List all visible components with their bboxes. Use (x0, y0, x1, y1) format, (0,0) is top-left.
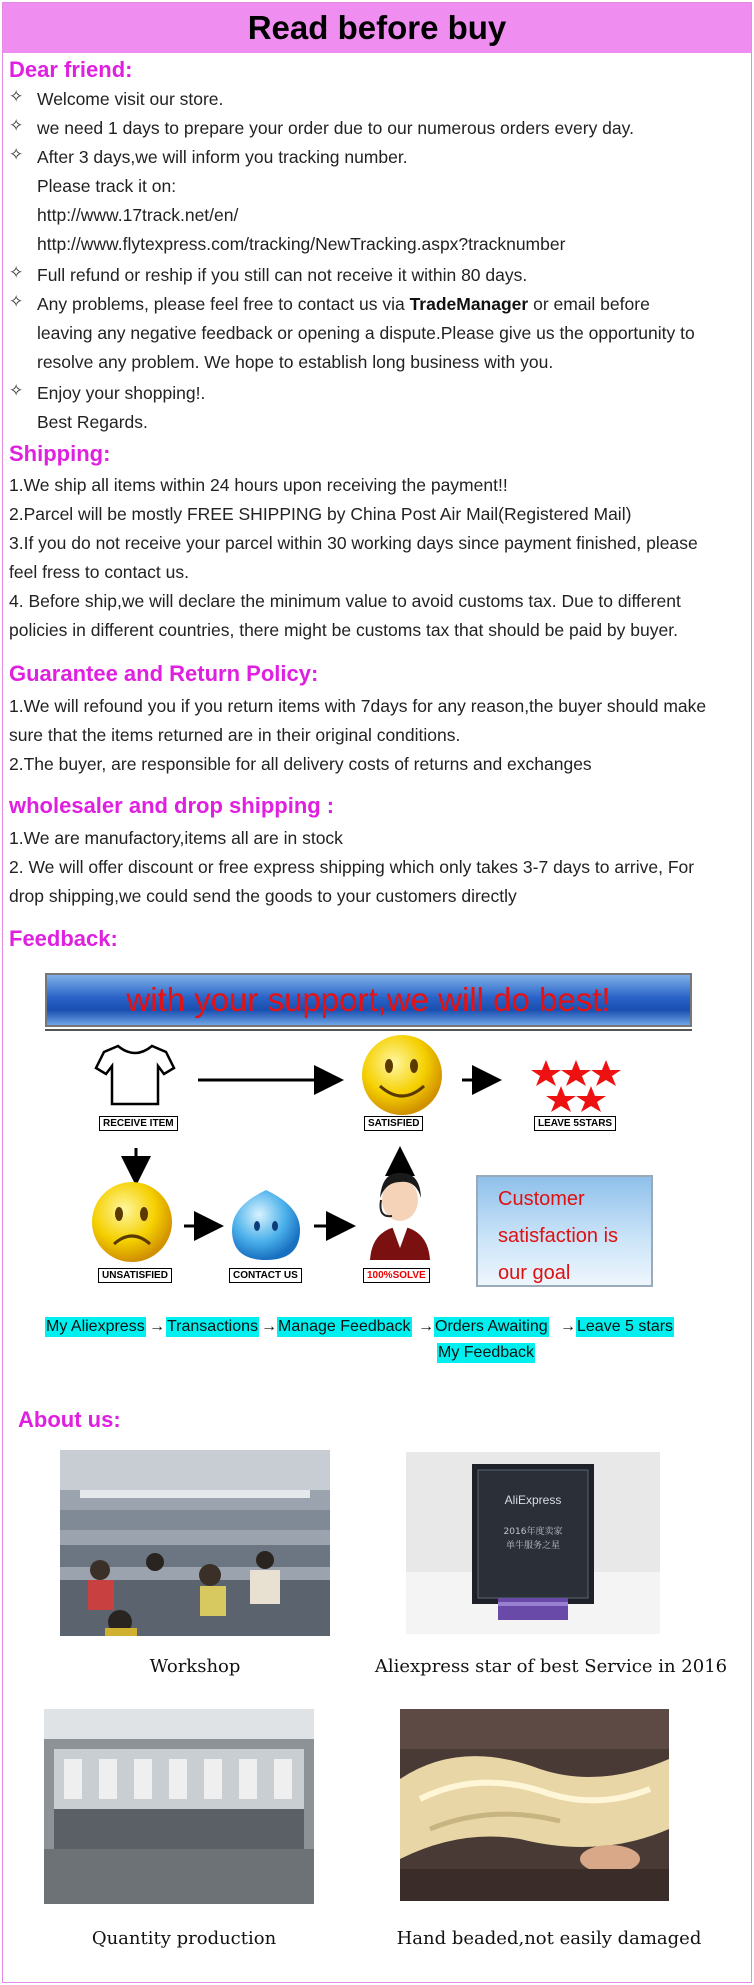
leave-5stars-label: LEAVE 5STARS (534, 1116, 616, 1131)
path-my-aliexpress[interactable]: My Aliexpress (46, 1318, 145, 1335)
wholesale-line: 1.We are manufactory,items all are in stock (9, 828, 343, 848)
path-orders-awaiting[interactable]: Orders Awaiting (435, 1318, 548, 1335)
receive-item-label: RECEIVE ITEM (99, 1116, 178, 1131)
beading-photo (400, 1709, 669, 1901)
shipping-line: 4. Before ship,we will declare the minimum value to avoid customs tax. Due to different (9, 591, 681, 611)
bullet-icon: ✧ (9, 381, 24, 400)
dear-line: Full refund or reship if you still can not receive it within 80 days. (37, 265, 528, 285)
dear-line: we need 1 days to prepare your order due to our numerous orders every day. (37, 118, 634, 138)
about-us-title: About us: (18, 1407, 121, 1432)
bullet-icon: ✧ (9, 145, 24, 164)
dear-line: After 3 days,we will inform you tracking number. (37, 147, 408, 167)
award-caption: Aliexpress star of best Service in 2016 (374, 1656, 728, 1677)
path-leave-5-stars[interactable]: Leave 5 stars (577, 1318, 674, 1335)
wholesale-title: wholesaler and drop shipping : (9, 793, 335, 818)
dear-line: leaving any negative feedback or opening a dispute.Please give us the opportunity to (37, 323, 695, 343)
production-photo (44, 1709, 314, 1904)
dear-line: resolve any problem. We hope to establish long business with you. (37, 352, 554, 372)
shipping-line: 1.We ship all items within 24 hours upon receiving the payment!! (9, 475, 508, 495)
satisfied-label: SATISFIED (364, 1116, 423, 1131)
svg-text:2016年度卖家: 2016年度卖家 (503, 1527, 563, 1537)
dear-line-contact: Any problems, please feel free to contact us via TradeManager or email before (37, 294, 650, 314)
path-arrow: → (418, 1318, 434, 1335)
contact-bubble-icon (232, 1190, 300, 1260)
tshirt-icon (96, 1046, 174, 1104)
shipping-title: Shipping: (9, 441, 111, 466)
shipping-line: feel fress to contact us. (9, 562, 189, 582)
bullet-icon: ✧ (9, 87, 24, 106)
workshop-photo (60, 1450, 330, 1636)
service-agent-icon (370, 1173, 430, 1260)
path-transactions[interactable]: Transactions (167, 1318, 258, 1335)
shipping-line: 3.If you do not receive your parcel within 30 working days since payment finished, please (9, 533, 698, 553)
five-stars-icon (531, 1060, 621, 1112)
page-title: Read before buy (247, 9, 507, 46)
wholesale-line: drop shipping,we could send the goods to your customers directly (9, 886, 517, 906)
award-photo (406, 1452, 660, 1634)
page-header (3, 3, 751, 53)
bullet-icon: ✧ (9, 116, 24, 135)
sad-face-icon (92, 1182, 172, 1262)
trademanager-label: TradeManager (409, 294, 529, 314)
beading-caption: Hand beaded,not easily damaged (396, 1928, 702, 1949)
feedback-title: Feedback: (9, 926, 118, 951)
dear-friend-title: Dear friend: (9, 57, 133, 82)
path-arrow: → (149, 1318, 165, 1335)
path-arrow: → (261, 1318, 277, 1335)
contact-us-label: CONTACT US (229, 1268, 302, 1283)
path-arrow: → (560, 1318, 576, 1335)
dear-line: Welcome visit our store. (37, 89, 224, 109)
solve-label: 100%SOLVE (363, 1268, 430, 1283)
shipping-line: 2.Parcel will be mostly FREE SHIPPING by China Post Air Mail(Registered Mail) (9, 504, 632, 524)
wholesale-line: 2. We will offer discount or free express shipping which only takes 3-7 days to arrive, For (9, 857, 695, 877)
path-manage-feedback[interactable]: Manage Feedback (278, 1318, 411, 1335)
workshop-caption: Workshop (149, 1656, 241, 1677)
svg-text:AliExpress: AliExpress (504, 1493, 562, 1507)
tracking-link-flytexpress[interactable]: http://www.flytexpress.com/tracking/NewTracking.aspx?tracknumber (37, 234, 566, 254)
unsatisfied-label: UNSATISFIED (98, 1268, 172, 1283)
shipping-line: policies in different countries, there might be customs tax that should be paid by buyer. (9, 620, 678, 640)
goal-box: Customer satisfaction is our goal (476, 1175, 653, 1287)
smiley-face-icon (362, 1035, 442, 1115)
guarantee-line: 2.The buyer, are responsible for all delivery costs of returns and exchanges (9, 754, 592, 774)
guarantee-line: 1.We will refound you if you return items with 7days for any reason,the buyer should make (9, 696, 707, 716)
feedback-banner: with your support,we will do best! (45, 973, 692, 1027)
tracking-link-17track[interactable]: http://www.17track.net/en/ (37, 205, 239, 225)
path-my-feedback[interactable]: My Feedback (438, 1344, 535, 1361)
guarantee-line: sure that the items returned are in their original conditions. (9, 725, 461, 745)
svg-text:单牛服务之星: 单牛服务之星 (505, 1541, 561, 1551)
dear-line: Enjoy your shopping!. (37, 383, 206, 403)
dear-line: Please track it on: (37, 176, 177, 196)
dear-line: Best Regards. (37, 412, 148, 432)
bullet-icon: ✧ (9, 292, 24, 311)
bullet-icon: ✧ (9, 263, 24, 282)
guarantee-title: Guarantee and Return Policy: (9, 661, 319, 686)
production-caption: Quantity production (91, 1928, 277, 1949)
